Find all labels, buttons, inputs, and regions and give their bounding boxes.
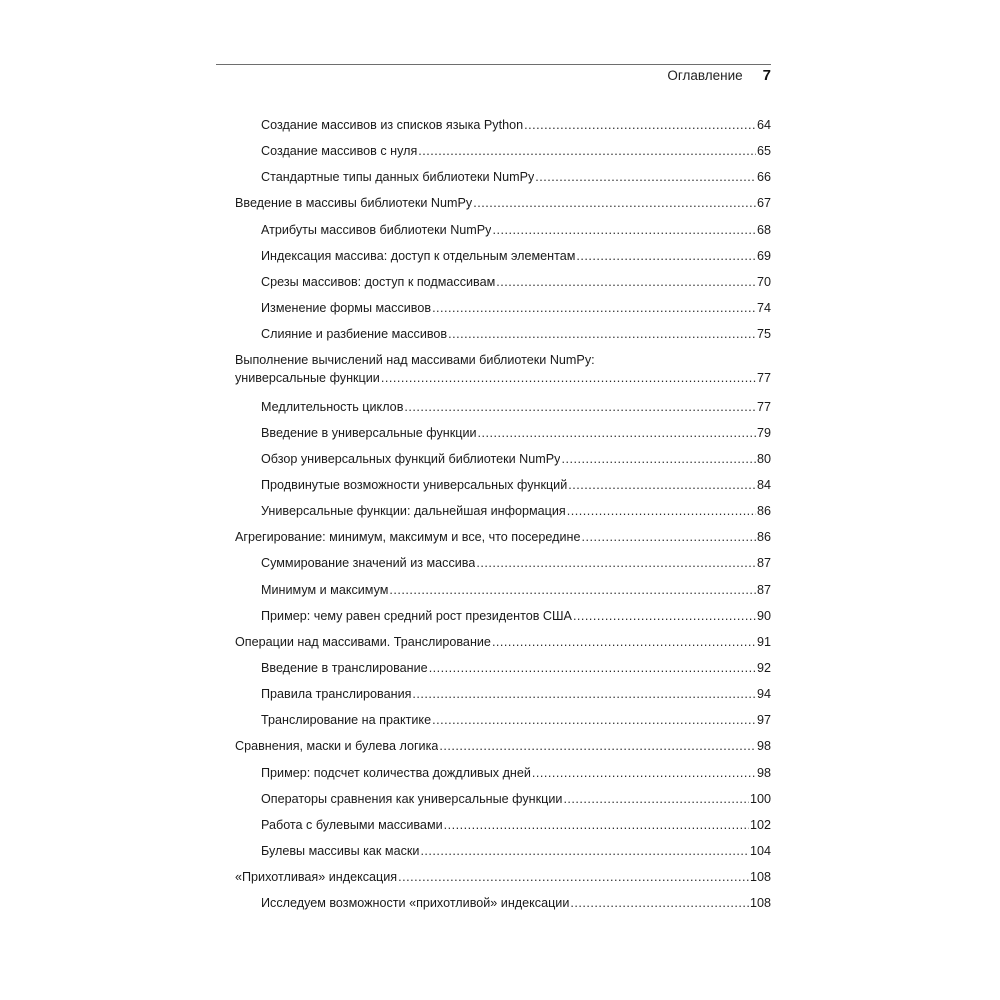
toc-entry-page: 70 — [756, 274, 771, 289]
toc-entry-continuation — [235, 370, 771, 393]
page-number: 7 — [762, 67, 771, 84]
toc-entry-page: 86 — [756, 504, 771, 519]
toc-entry-page: 66 — [756, 170, 771, 185]
toc-dot-leader — [476, 550, 756, 576]
toc-entry-page: 90 — [756, 608, 771, 623]
toc-dot-leader — [432, 295, 756, 321]
toc-entry-page: 68 — [756, 222, 771, 237]
toc-dot-leader — [563, 786, 749, 812]
toc-subsection-entry — [235, 760, 771, 786]
toc-dot-leader — [389, 577, 756, 603]
toc-subsection-entry — [235, 164, 771, 190]
toc-entry-page: 65 — [756, 144, 771, 159]
toc-subsection-entry — [235, 472, 771, 498]
toc-entry-title: Создание массивов с нуля — [261, 144, 418, 159]
toc-entry-title: Пример: чему равен средний рост президентов США — [261, 608, 572, 623]
toc-dot-leader — [532, 760, 756, 786]
toc-section-entry — [235, 733, 771, 759]
toc-entry-page: 77 — [756, 399, 771, 414]
toc-subsection-entry — [235, 217, 771, 243]
toc-entry-page: 98 — [756, 739, 771, 754]
toc-subsection-entry — [235, 498, 771, 524]
toc-entry-title: Пример: подсчет количества дождливых дней — [261, 765, 531, 780]
toc-entry-title: Изменение формы массивов — [261, 300, 432, 315]
toc-dot-leader — [568, 472, 756, 498]
toc-entry-title: Срезы массивов: доступ к подмассивам — [261, 274, 496, 289]
toc-entry-title: Агрегирование: минимум, максимум и все, что посередине — [235, 530, 581, 545]
table-of-contents — [235, 112, 771, 916]
toc-dot-leader — [582, 524, 756, 550]
toc-subsection-entry — [235, 550, 771, 576]
toc-entry-title: Исследуем возможности «прихотливой» индексации — [261, 896, 570, 911]
toc-dot-leader — [492, 217, 756, 243]
toc-entry-page: 108 — [749, 896, 771, 911]
toc-entry-title: Продвинутые возможности универсальных функций — [261, 477, 568, 492]
toc-dot-leader — [418, 138, 756, 164]
toc-section-entry — [235, 190, 771, 216]
toc-entry-title: Введение в транслирование — [261, 660, 428, 675]
toc-section-entry — [235, 864, 771, 890]
header-rule — [216, 64, 771, 65]
toc-dot-leader — [432, 707, 756, 733]
toc-entry-title: Стандартные типы данных библиотеки NumPy — [261, 170, 535, 185]
toc-subsection-entry — [235, 112, 771, 138]
toc-subsection-entry — [235, 812, 771, 838]
toc-entry-page: 92 — [756, 660, 771, 675]
toc-subsection-entry — [235, 655, 771, 681]
toc-dot-leader — [573, 603, 756, 629]
toc-entry-title: «Прихотливая» индексация — [235, 870, 398, 885]
toc-subsection-entry — [235, 838, 771, 864]
toc-dot-leader — [412, 681, 756, 707]
toc-dot-leader — [570, 890, 749, 916]
toc-entry-page: 97 — [756, 713, 771, 728]
toc-entry-title-continuation: универсальные функции — [235, 371, 380, 386]
toc-entry-page: 69 — [756, 248, 771, 263]
toc-subsection-entry — [235, 681, 771, 707]
toc-dot-leader — [444, 812, 749, 838]
toc-entry-title: Минимум и максимум — [261, 582, 389, 597]
toc-subsection-entry — [235, 394, 771, 420]
toc-dot-leader — [404, 394, 756, 420]
toc-entry-page: 108 — [749, 870, 771, 885]
toc-dot-leader — [567, 498, 756, 524]
toc-entry-title: Операторы сравнения как универсальные функции — [261, 791, 563, 806]
toc-entry-page: 98 — [756, 765, 771, 780]
toc-subsection-entry — [235, 603, 771, 629]
toc-entry-title: Медлительность циклов — [261, 399, 404, 414]
toc-entry-title: Атрибуты массивов библиотеки NumPy — [261, 222, 492, 237]
running-head — [560, 67, 771, 87]
toc-dot-leader — [381, 370, 756, 387]
toc-dot-leader — [576, 243, 756, 269]
toc-entry-title: Введение в массивы библиотеки NumPy — [235, 196, 473, 211]
toc-entry — [235, 350, 771, 370]
toc-entry-title: Транслирование на практике — [261, 713, 432, 728]
toc-subsection-entry — [235, 577, 771, 603]
toc-subsection-entry — [235, 420, 771, 446]
toc-subsection-entry — [235, 890, 771, 916]
toc-subsection-entry — [235, 707, 771, 733]
toc-dot-leader — [429, 655, 756, 681]
toc-dot-leader — [398, 864, 749, 890]
toc-dot-leader — [492, 629, 756, 655]
toc-entry-page: 100 — [749, 791, 771, 806]
toc-dot-leader — [439, 733, 756, 759]
toc-entry-page: 86 — [756, 530, 771, 545]
toc-entry-page: 67 — [756, 196, 771, 211]
toc-entry-title: Универсальные функции: дальнейшая информация — [261, 504, 566, 519]
toc-subsection-entry — [235, 138, 771, 164]
toc-entry-page: 91 — [756, 634, 771, 649]
toc-dot-leader — [535, 164, 756, 190]
toc-dot-leader — [420, 838, 749, 864]
toc-entry-page: 87 — [756, 582, 771, 597]
toc-entry-page: 64 — [756, 118, 771, 132]
toc-subsection-entry — [235, 446, 771, 472]
toc-dot-leader — [524, 112, 756, 138]
toc-entry-title: Операции над массивами. Транслирование — [235, 634, 491, 649]
toc-dot-leader — [496, 269, 756, 295]
toc-entry-page: 104 — [749, 843, 771, 858]
toc-dot-leader — [473, 190, 756, 216]
toc-entry-title: Введение в универсальные функции — [261, 425, 477, 440]
toc-subsection-entry — [235, 786, 771, 812]
toc-entry-title: Индексация массива: доступ к отдельным элементам — [261, 248, 576, 263]
toc-entry-page: 74 — [756, 300, 771, 315]
toc-entry-title: Работа с булевыми массивами — [261, 817, 443, 832]
toc-entry-page: 84 — [756, 477, 771, 492]
toc-entry-title: Булевы массивы как маски — [261, 843, 420, 858]
toc-entry-title: Слияние и разбиение массивов — [261, 327, 448, 342]
toc-entry-page: 77 — [756, 371, 771, 386]
toc-entry-page: 94 — [756, 687, 771, 702]
toc-entry-page: 87 — [756, 556, 771, 571]
toc-entry-page: 80 — [756, 451, 771, 466]
toc-subsection-entry — [235, 269, 771, 295]
toc-subsection-entry — [235, 243, 771, 269]
running-title: Оглавление — [667, 68, 743, 83]
toc-entry-page: 79 — [756, 425, 771, 440]
toc-dot-leader — [448, 321, 756, 347]
toc-entry-title: Правила транслирования — [261, 687, 412, 702]
toc-entry-title: Выполнение вычислений над массивами библиотеки NumPy: — [235, 353, 595, 368]
toc-subsection-entry — [235, 321, 771, 347]
toc-entry-title: Суммирование значений из массива — [261, 556, 476, 571]
toc-entry-page: 102 — [749, 817, 771, 832]
toc-subsection-entry — [235, 295, 771, 321]
toc-dot-leader — [478, 420, 756, 446]
toc-entry-title: Сравнения, маски и булева логика — [235, 739, 439, 754]
toc-dot-leader — [561, 446, 756, 472]
toc-section-entry — [235, 629, 771, 655]
toc-section-entry — [235, 524, 771, 550]
toc-entry-title: Обзор универсальных функций библиотеки NumPy — [261, 451, 561, 466]
toc-entry-page: 75 — [756, 327, 771, 342]
toc-entry-title: Создание массивов из списков языка Python — [261, 118, 524, 132]
